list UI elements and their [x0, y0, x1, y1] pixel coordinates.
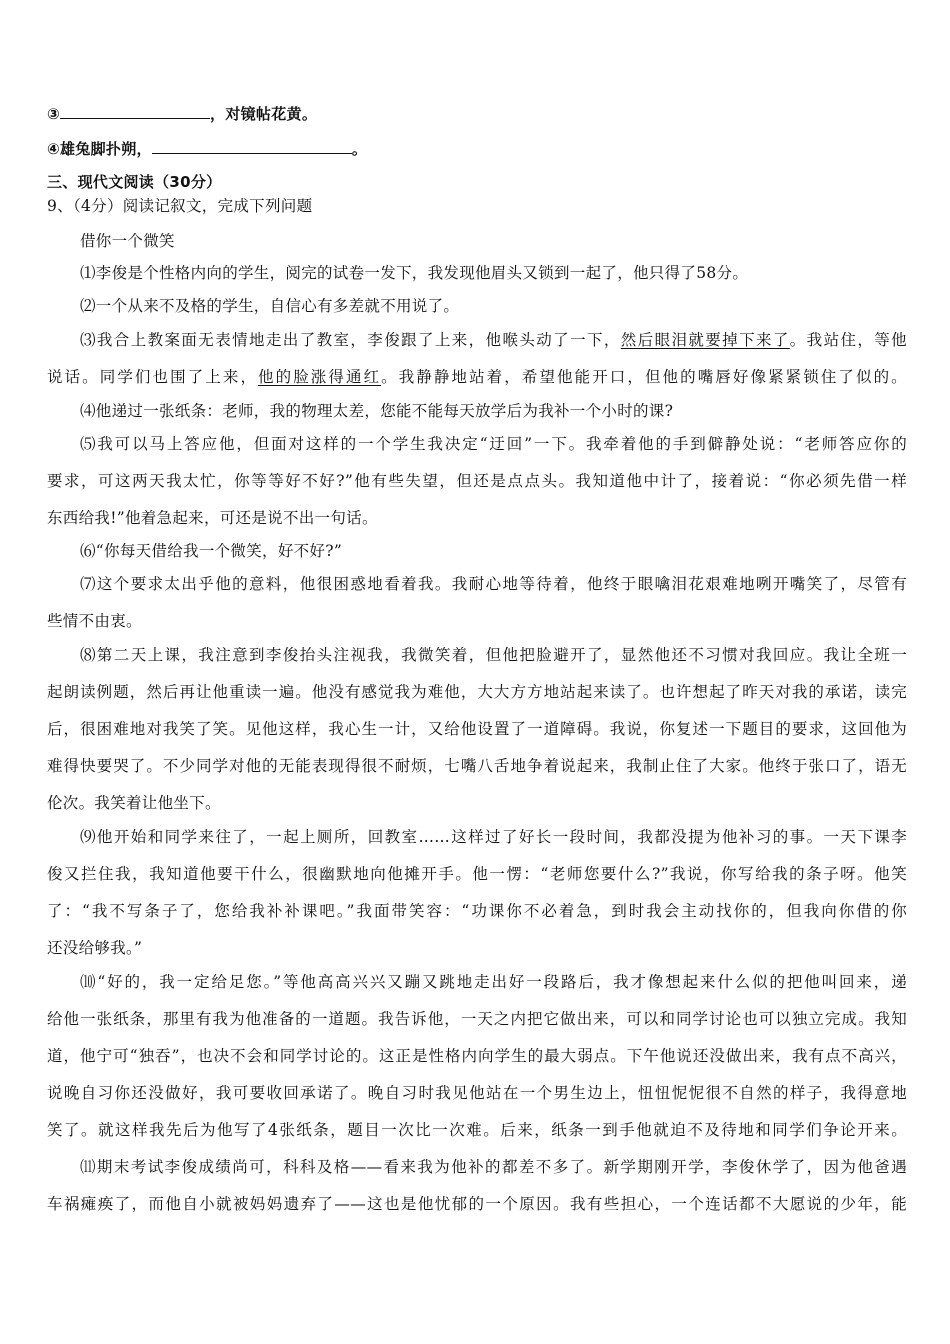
- paragraph-line: 道，他宁可“独吞”，也决不会和同学讨论的。这正是性格内向学生的最大弱点。下午他说还没做出来，我有点不高兴，: [47, 1047, 907, 1065]
- line-text: 说话。同学们也围了上来，: [47, 368, 259, 386]
- article-title: 借你一个微笑: [80, 232, 175, 250]
- fill-item-3: [47, 104, 907, 124]
- answer-blank-3[interactable]: [60, 104, 210, 119]
- item-4-tail: 。: [351, 140, 368, 158]
- line-text: 。我静静地站着，希望他能开口，但他的嘴唇好像紧紧锁住了似的。: [381, 368, 907, 386]
- paragraph-line: 难得快要哭了。不少同学对他的无能表现得很不耐烦，七嘴八舌地争着说起来，我制止住了大家。他终于张口了，语无: [47, 757, 907, 775]
- paragraph-line: ⑷他递过一张纸条：老师，我的物理太差，您能不能每天放学后为我补一个小时的课?: [80, 402, 674, 420]
- underlined-phrase-2: 他的脸涨得通红: [258, 368, 382, 386]
- answer-blank-4[interactable]: [152, 139, 352, 154]
- question-prompt: 9、（4分）阅读记叙文，完成下列问题: [47, 197, 313, 215]
- paragraph-line: 起朗读例题，然后再让他重读一遍。他没有感觉我为难他，大大方方地站起来读了。也许想起了昨天对我的承诺，读完: [47, 683, 907, 701]
- paragraph-line: ⑹“你每天借给我一个微笑，好不好?”: [80, 542, 343, 560]
- paragraph-line: 还没给够我。”: [47, 939, 143, 957]
- section-heading: 三、现代文阅读（30分）: [47, 173, 222, 191]
- paragraph-line: 俊又拦住我，我知道他要干什么，很幽默地向他摊开手。他一愣：“老师您要什么?”我说，你写给我的条子呀。他笑: [47, 865, 907, 883]
- paragraph-line: ⑼他开始和同学来往了，一起上厕所，回教室……这样过了好长一段时间，我都没提为他补习的事。一天下课李: [80, 828, 907, 846]
- item-4-head: ④雄兔脚扑朔，: [47, 140, 152, 158]
- paragraph-line: ⑾期末考试李俊成绩尚可，科科及格——看来我为他补的都差不多了。新学期刚开学，李俊休学了，因为他爸遇: [80, 1158, 907, 1176]
- paragraph-line: ⑻第二天上课，我注意到李俊抬头注视我，我微笑着，但他把脸避开了，显然他还不习惯对我回应。我让全班一: [80, 646, 907, 664]
- underlined-phrase-1: 然后眼泪就要掉下来了: [620, 331, 790, 349]
- paragraph-line: [47, 367, 907, 387]
- paragraph-line: 了：“我不写条子了，您给我补补课吧。”我面带笑容：“功课你不必着急，到时我会主动找你的，但我向你借的你: [47, 902, 907, 920]
- paragraph-line: ⑴李俊是个性格内向的学生，阅完的试卷一发下，我发现他眉头又锁到一起了，他只得了58分。: [80, 264, 749, 282]
- line-text: 。我站住，等他: [789, 331, 907, 349]
- paragraph-line: 说晚自习你还没做好，我可要收回承诺了。晚自习时我见他站在一个男生边上，忸忸怩怩很不自然的样子，我得意地: [47, 1084, 907, 1102]
- paragraph-line: 东西给我!”他着急起来，可还是说不出一句话。: [47, 509, 378, 527]
- line-text: ⑶我合上教案面无表情地走出了教室，李俊跟了上来，他喉头动了一下，: [80, 331, 621, 349]
- paragraph-line: 要求，可这两天我太忙，你等等好不好?”他有些失望，但还是点点头。我知道他中计了，接着说：“你必须先借一样: [47, 472, 907, 490]
- paragraph-line: ⑽“好的，我一定给足您。”等他高高兴兴又蹦又跳地走出好一段路后，我才像想起来什么似的把他叫回来，递: [80, 973, 907, 991]
- paragraph-line: 后，很困难地对我笑了笑。见他这样，我心生一计，又给他设置了一道障碍。我说，你复述一下题目的要求，这回他为: [47, 720, 907, 738]
- paragraph-line: ⑺这个要求太出乎他的意料，他很困惑地看着我。我耐心地等待着，他终于眼噙泪花艰难地咧开嘴笑了，尽管有: [80, 575, 907, 593]
- paragraph-line: 车祸瘫痪了，而他自小就被妈妈遗弃了——这也是他忧郁的一个原因。我有些担心，一个连话都不大愿说的少年，能: [47, 1195, 907, 1213]
- paragraph-line: 给他一张纸条，那里有我为他准备的一道题。我告诉他，一天之内把它做出来，可以和同学讨论也可以独立完成。我知: [47, 1010, 907, 1028]
- paragraph-line: ⑸我可以马上答应他，但面对这样的一个学生我决定“迂回”一下。我牵着他的手到僻静处说：“老师答应你的: [80, 435, 907, 453]
- item-3-tail: ，对镜帖花黄。: [210, 105, 318, 123]
- paragraph-line: 笑了。就这样我先后为他写了4张纸条，题目一次比一次难。后来，纸条一到手他就迫不及待地和同学们争论开来。: [47, 1121, 907, 1139]
- paragraph-line: 些情不由衷。: [47, 612, 142, 630]
- item-3-number: ③: [47, 105, 61, 123]
- fill-item-4: [47, 139, 907, 159]
- paragraph-line: ⑵一个从来不及格的学生，自信心有多差就不用说了。: [80, 297, 460, 315]
- paragraph-line: 伦次。我笑着让他坐下。: [47, 794, 221, 812]
- paragraph-line: [80, 330, 907, 350]
